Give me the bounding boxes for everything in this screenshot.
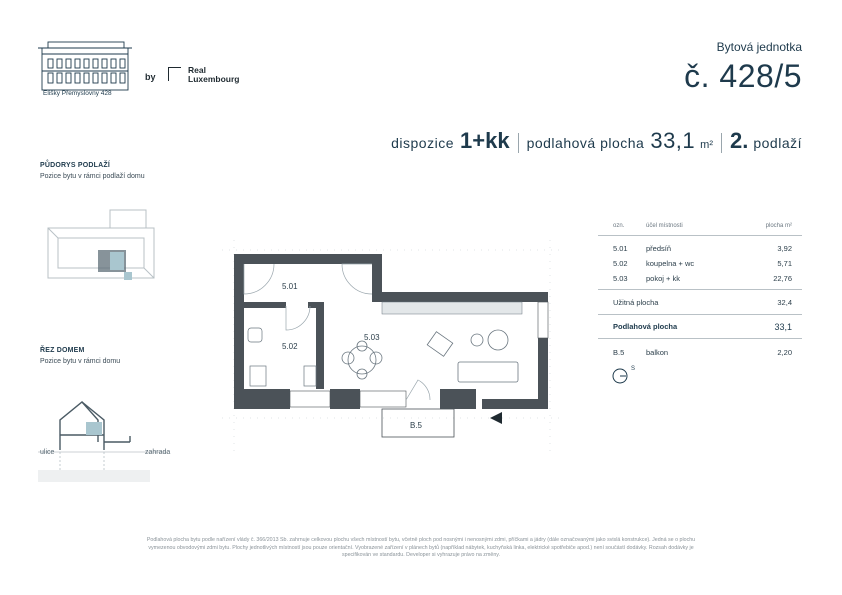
header-purpose: účel místnosti — [646, 223, 683, 229]
floor-value: 2. — [729, 128, 749, 153]
room-503-label: 5.03 — [364, 333, 380, 342]
disposition-label: dispozice — [391, 135, 454, 151]
disclaimer-line: Podlahová plocha bytu podle nařízení vlády č. 366/2013 Sb. zahrnuje celkovou plochu všech místností bytu, včetně ploch pod nosnými i nenosnými zdmi, příčkami a jádry (dále označovanými jako svislá konstrukce). Jedná se o plochu — [146, 537, 696, 543]
summary-line — [391, 128, 802, 158]
room-501-label: 5.01 — [282, 282, 298, 291]
garden-label: zahrada — [145, 449, 171, 456]
disclaimer — [40, 537, 802, 560]
disclaimer-line: vymezenou obvodovými zdmi bytu. Plochy jednotlivých místností jsou pouze orientační. Vyobrazené zařízení v plánech bytů (například nábytek, kuchyňská linka, elektrické spotřebiče apod.) není součástí dodávky. Rozsah dodávky je — [148, 544, 694, 551]
header-code: ozn. — [613, 223, 625, 229]
street-label: ulice — [40, 449, 55, 456]
area-label: podlahová plocha — [526, 135, 645, 151]
table-row-code: 5.03 — [613, 274, 628, 283]
table-row-purpose: předsíň — [646, 244, 672, 253]
table-row-code: 5.02 — [613, 259, 628, 268]
compass-label: S — [631, 366, 636, 372]
compass-icon — [610, 366, 630, 386]
balcony-label: B.5 — [410, 421, 423, 430]
floor-label: podlaží — [753, 135, 802, 151]
disposition-value: 1+kk — [460, 128, 510, 153]
floor-position-diagram — [38, 208, 163, 288]
partner-name-1: Real — [188, 65, 206, 75]
balcony-purpose: balkon — [646, 348, 669, 357]
house-section-diagram — [38, 390, 171, 485]
table-row-area: 3,92 — [777, 244, 792, 253]
usable-area-label: Užitná plocha — [613, 298, 659, 307]
room-502-label: 5.02 — [282, 342, 298, 351]
plan-subtitle: Pozice bytu v rámci podlaží domu — [40, 173, 145, 180]
table-row-code: 5.01 — [613, 244, 628, 253]
building-icon — [36, 40, 136, 92]
floor-area-value: 33,1 — [774, 322, 792, 332]
unit-number: č. 428/5 — [684, 58, 802, 94]
area-value: 33,1 — [650, 128, 696, 153]
unit-subtitle: Bytová jednotka — [716, 40, 802, 54]
floor-plan — [222, 240, 562, 460]
table-rule — [598, 289, 802, 290]
partner-logo-mark — [168, 67, 181, 81]
floor-area-label: Podlahová plocha — [613, 322, 678, 331]
header-area: plocha m² — [765, 223, 792, 229]
table-row-area: 5,71 — [777, 259, 792, 268]
divider — [518, 133, 519, 153]
section-title: ŘEZ DOMEM — [40, 347, 85, 354]
partner-name-2: Luxembourg — [188, 74, 240, 84]
building-logo — [36, 40, 136, 102]
disclaimer-line: specifikován ve standardu. Developer si vyhrazuje právo na změny. — [341, 552, 500, 559]
table-row-area: 22,76 — [773, 274, 792, 283]
usable-area-value: 32,4 — [777, 298, 792, 307]
table-rule — [598, 338, 802, 339]
by-text: by — [145, 72, 156, 82]
area-unit: m² — [700, 139, 713, 151]
section-subtitle: Pozice bytu v rámci domu — [40, 358, 121, 365]
balcony-area: 2,20 — [777, 348, 792, 357]
table-row-purpose: koupelna + wc — [646, 259, 695, 268]
divider — [721, 133, 722, 153]
table-rule — [598, 235, 802, 236]
balcony-code: B.5 — [613, 348, 625, 357]
table-rule — [598, 314, 802, 315]
room-table — [598, 220, 802, 390]
building-caption: Elišky Přemyslovny 428 — [43, 90, 112, 97]
table-row-purpose: pokoj + kk — [646, 274, 680, 283]
plan-title: PŮDORYS PODLAŽÍ — [40, 162, 111, 169]
